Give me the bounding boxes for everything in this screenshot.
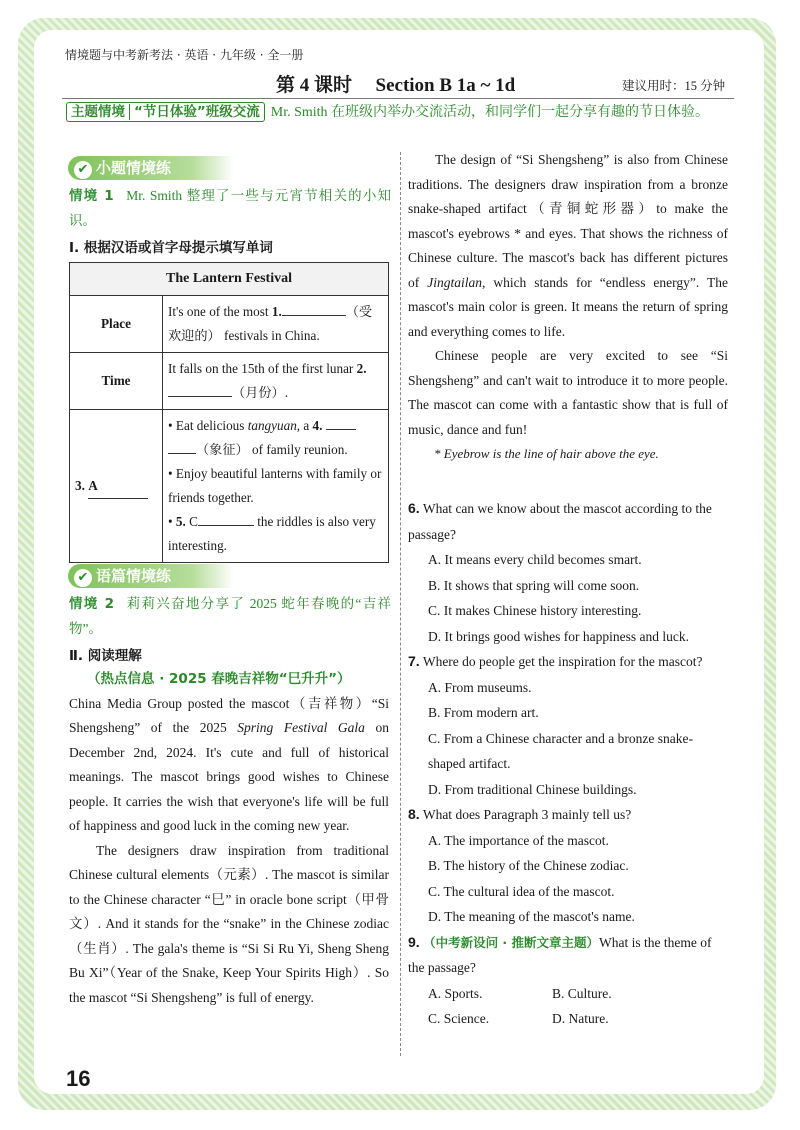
- bullet-3: • 5. C the riddles is also very interesting.: [168, 514, 376, 553]
- lesson-number: 第 4 课时: [276, 75, 353, 96]
- option[interactable]: B. Culture.: [552, 985, 612, 1001]
- option[interactable]: A. It means every child becomes smart.: [428, 552, 642, 567]
- suggested-time: 建议用时：15 分钟: [622, 79, 726, 93]
- row-content: It falls on the 15th of the first lunar 2. （月份）.: [163, 353, 389, 410]
- paragraph-2: The designers draw inspiration from traditional Chinese cultural elements（元素）. The mascot is similar to the Chinese character “巳” in oracle bone script（甲骨文）. And it stands for the “snake” in the Chinese zodiac（生肖）. The gala's theme is “Si Si Ru Yi, Sheng Sheng Bu Xi”（Year of the Snake, Keep Your Spirits High）. So the mascot “Si Shengsheng” is full of energy.: [69, 842, 389, 1005]
- column-divider: [400, 152, 401, 1056]
- paragraph-1: China Media Group posted the mascot（吉祥物）“Si Shengsheng” of the 2025 Spring Festival Gala on December 2nd, 2024. It's cute and full of historical meanings. The mascot brings good wishes to Chinese people. It carries the wish that everyone's life will be full of happiness and good luck in the coming new year.: [69, 695, 389, 833]
- questions: [408, 496, 728, 1032]
- row-content: It's one of the most 1. （受欢迎的） festivals in China.: [163, 296, 389, 353]
- row-key: Place: [70, 296, 163, 353]
- situation-2: 情境 2 莉莉兴奋地分享了 2025 蛇年春晚的“吉祥物”。: [69, 596, 392, 636]
- answer-blank-5[interactable]: [198, 525, 254, 526]
- situation-1: 情境 1 Mr. Smith 整理了一些与元宵节相关的小知识。: [69, 188, 392, 228]
- option[interactable]: D. From traditional Chinese buildings.: [428, 781, 637, 797]
- lesson-title: [276, 70, 515, 97]
- option[interactable]: C. It makes Chinese history interesting.: [428, 603, 642, 618]
- row-key: 3. A: [70, 410, 163, 563]
- passage-right: [408, 148, 728, 467]
- answer-blank-4[interactable]: [326, 429, 356, 430]
- option[interactable]: C. The cultural idea of the mascot.: [428, 883, 615, 899]
- part1-heading: Ⅰ. 根据汉语或首字母提示填写单词: [69, 240, 273, 256]
- question-7: 7. Where do people get the inspiration for the mascot? A. From museums. B. From modern art. C. From a Chinese character and a bronze snake-shaped artifact. D. From traditional Chinese buildings.: [408, 649, 728, 802]
- theme-scene: [66, 101, 734, 125]
- ribbon-part2: ✔ 语篇情境练: [68, 564, 234, 588]
- ribbon-part1: ✔ 小题情境练: [68, 156, 234, 180]
- footnote: * Eyebrow is the line of hair above the eye.: [434, 446, 659, 461]
- lantern-table: [69, 262, 389, 563]
- book-title: 情境题与中考新考法 · 英语 · 九年级 · 全一册: [65, 48, 304, 62]
- table-row: [70, 296, 389, 353]
- option[interactable]: C. From a Chinese character and a bronze snake-shaped artifact.: [428, 730, 694, 771]
- header-divider: [62, 98, 734, 99]
- option[interactable]: D. It brings good wishes for happiness and luck.: [428, 628, 689, 644]
- part2-heading: Ⅱ. 阅读理解: [69, 648, 142, 664]
- row-key: Time: [70, 353, 163, 410]
- option[interactable]: A. From museums.: [428, 679, 532, 695]
- option[interactable]: B. The history of the Chinese zodiac.: [428, 858, 629, 873]
- row-content: [163, 410, 389, 563]
- option[interactable]: D. The meaning of the mascot's name.: [428, 909, 635, 924]
- answer-blank-2[interactable]: [168, 396, 232, 397]
- option[interactable]: D. Nature.: [552, 1011, 609, 1026]
- page-number: 16: [66, 1066, 91, 1091]
- bullet-1: • Eat delicious tangyuan, a 4. （象征） of family reunion.: [168, 414, 383, 462]
- hot-info: （热点信息 · 2025 春晚吉祥物“巳升升”）: [87, 671, 351, 687]
- table-row: [70, 410, 389, 563]
- passage-left: [69, 667, 389, 1010]
- option[interactable]: A. The importance of the mascot.: [428, 832, 609, 848]
- option[interactable]: B. From modern art.: [428, 705, 539, 720]
- question-9: 9. （中考新设问 · 推断文章主题）What is the theme of the passage? A. Sports. B. Culture. C. Science. D. Nature.: [408, 930, 728, 1032]
- bullet-2: • Enjoy beautiful lanterns with family or friends together.: [168, 466, 382, 505]
- answer-blank-3[interactable]: A: [88, 474, 148, 499]
- option-row: [408, 1006, 728, 1032]
- check-icon: ✔: [74, 161, 92, 179]
- paragraph-3: The design of “Si Shengsheng” is also from Chinese traditions. The designers draw inspiration from a bronze snake-shaped artifact（青铜蛇形器）to make the mascot's eyebrows * and eyes. That shows the richness of Chinese culture. The mascot's back has different pictures of Jingtailan, which stands for “endless energy”. The mascot's main color is green. It means the return of spring and everything comes to life.: [408, 152, 728, 339]
- option[interactable]: B. It shows that spring will come soon.: [428, 577, 640, 593]
- paragraph-4: Chinese people are very excited to see “Si Shengsheng” and can't wait to introduce it to more people. The mascot can come with a fantastic show that is full of music, dance and fun!: [408, 348, 728, 437]
- scene-text: Mr. Smith 在班级内举办交流活动，和同学们一起分享有趣的节日体验。: [270, 105, 710, 120]
- option[interactable]: C. Science.: [428, 1011, 490, 1026]
- table-title: The Lantern Festival: [70, 263, 389, 296]
- section-name: Section B 1a ~ 1d: [375, 75, 516, 96]
- scene-tag: 主题情境 “节日体验”班级交流: [66, 102, 265, 122]
- question-8: 8. What does Paragraph 3 mainly tell us? A. The importance of the mascot. B. The history of the Chinese zodiac. C. The cultural idea of the mascot. D. The meaning of the mascot's name.: [408, 802, 728, 930]
- option[interactable]: A. Sports.: [428, 985, 483, 1001]
- option-row: [408, 981, 728, 1007]
- answer-blank-1[interactable]: [282, 315, 346, 316]
- check-icon: ✔: [74, 569, 92, 587]
- question-6: 6. What can we know about the mascot according to the passage? A. It means every child becomes smart. B. It shows that spring will come soon. C. It makes Chinese history interesting. D. It brings good wishes for happiness and luck.: [408, 496, 728, 649]
- table-row: [70, 353, 389, 410]
